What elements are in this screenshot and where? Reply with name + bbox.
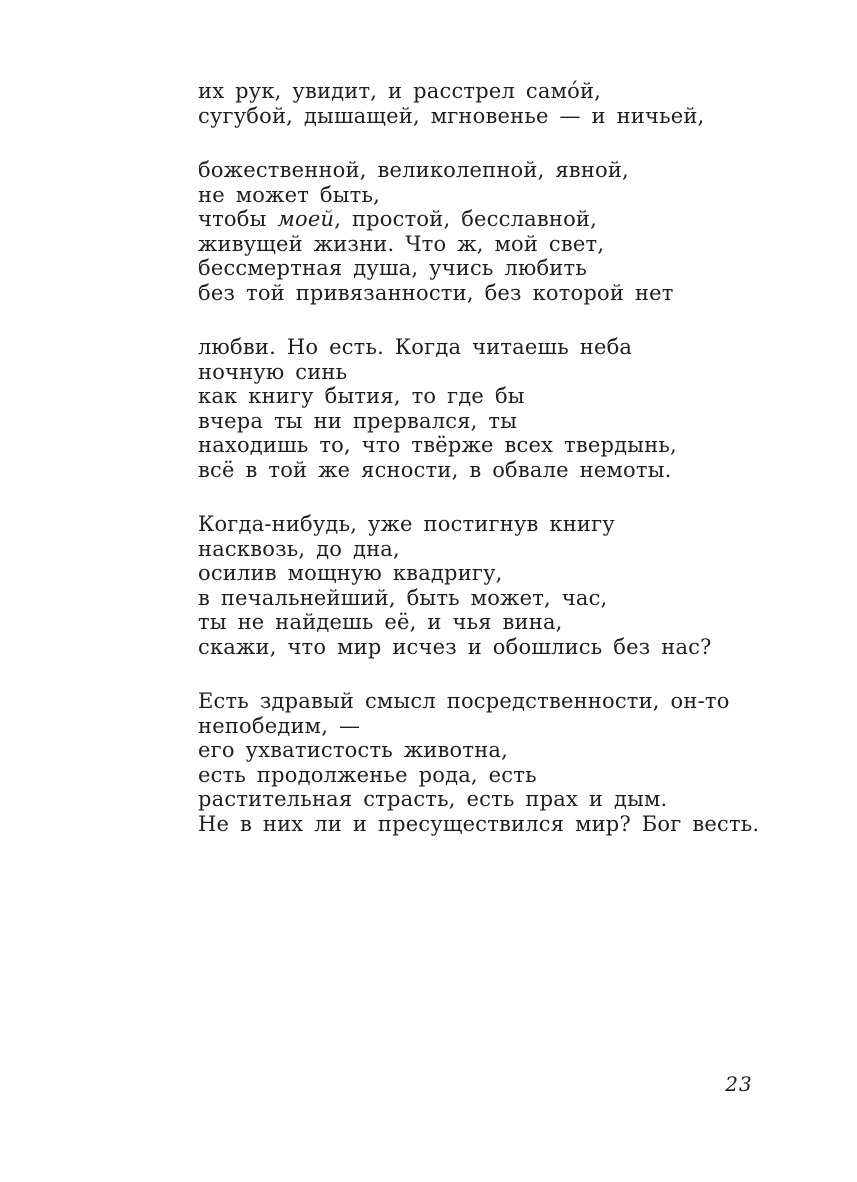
text-segment: ночную синь xyxy=(198,359,348,384)
text-segment: Не в них ли и пресуществился мир? Бог весть. xyxy=(198,811,760,836)
poem-line xyxy=(198,384,738,409)
poem-line xyxy=(198,586,738,611)
poem-line xyxy=(198,232,738,257)
poem-line xyxy=(198,689,738,714)
text-segment: ты не найдешь её, и чья вина, xyxy=(198,610,563,634)
text-segment: насквозь, до дна, xyxy=(198,536,400,561)
page-number: 23 xyxy=(725,1072,753,1096)
text-segment: вчера ты ни прервался, ты xyxy=(198,408,518,433)
poem-line xyxy=(198,811,760,837)
text-segment: в печальнейший, быть может, час, xyxy=(198,585,608,610)
text-segment: чтобы xyxy=(198,207,278,231)
poem-line xyxy=(198,281,738,306)
text-segment: Когда-нибудь, уже постигнув книгу xyxy=(198,512,615,536)
poem-stanza xyxy=(198,79,738,128)
poem-line xyxy=(198,256,738,281)
poem-line xyxy=(198,610,738,635)
poem-line xyxy=(198,433,738,458)
text-segment: живущей жизни. Что ж, мой свет, xyxy=(198,231,605,256)
text-segment: бессмертная душа, учись любить xyxy=(198,256,587,280)
italic-word: моей xyxy=(277,207,335,231)
poem-line xyxy=(198,561,738,586)
text-segment: любви. Но есть. Когда читаешь неба xyxy=(198,335,633,359)
text-segment: растительная страсть, есть прах и дым. xyxy=(198,787,668,811)
text-segment: сугубой, дышащей, мгновенье — и ничьей, xyxy=(198,103,705,128)
poem-line xyxy=(198,763,738,788)
text-segment: непобедим, — xyxy=(198,713,361,738)
poem-stanza xyxy=(198,512,738,659)
poem-line xyxy=(198,158,738,183)
text-segment: его ухватистость животна, xyxy=(198,738,509,762)
text-segment: их рук, увидит, и расстрел само́й, xyxy=(198,79,602,103)
poem-stanza xyxy=(198,158,738,305)
poem-line xyxy=(198,458,738,483)
poem-stanza xyxy=(198,335,738,482)
poem-line xyxy=(198,335,738,360)
text-segment: Есть здравый смысл посредственности, он-то xyxy=(198,689,730,713)
poem-line xyxy=(198,635,738,660)
text-segment: без той привязанности, без которой нет xyxy=(198,280,674,305)
poem-line xyxy=(198,207,738,232)
poem-line xyxy=(198,183,738,208)
poem-line xyxy=(198,714,738,739)
text-segment: скажи, что мир исчез и обошлись без нас? xyxy=(198,634,712,659)
text-segment: всё в той же ясности, в обвале немоты. xyxy=(198,457,672,482)
poem-line xyxy=(198,104,738,129)
poem-line xyxy=(198,79,738,104)
text-segment: не может быть, xyxy=(198,182,380,207)
text-segment: как книгу бытия, то где бы xyxy=(198,384,525,408)
poem-line xyxy=(198,512,738,537)
poem-stanza xyxy=(198,689,760,836)
poem-text-block xyxy=(198,79,760,866)
text-segment: , простой, бесславной, xyxy=(334,207,597,231)
poem-line xyxy=(198,787,738,812)
text-segment: божественной, великолепной, явной, xyxy=(198,158,629,182)
text-segment: находишь то, что твёрже всех твердынь, xyxy=(198,433,677,457)
text-segment: осилив мощную квадригу, xyxy=(198,561,503,585)
poem-line xyxy=(198,738,738,763)
text-segment: есть продолженье рода, есть xyxy=(198,762,537,787)
poem-line xyxy=(198,537,738,562)
poem-line xyxy=(198,360,738,385)
poem-line xyxy=(198,409,738,434)
